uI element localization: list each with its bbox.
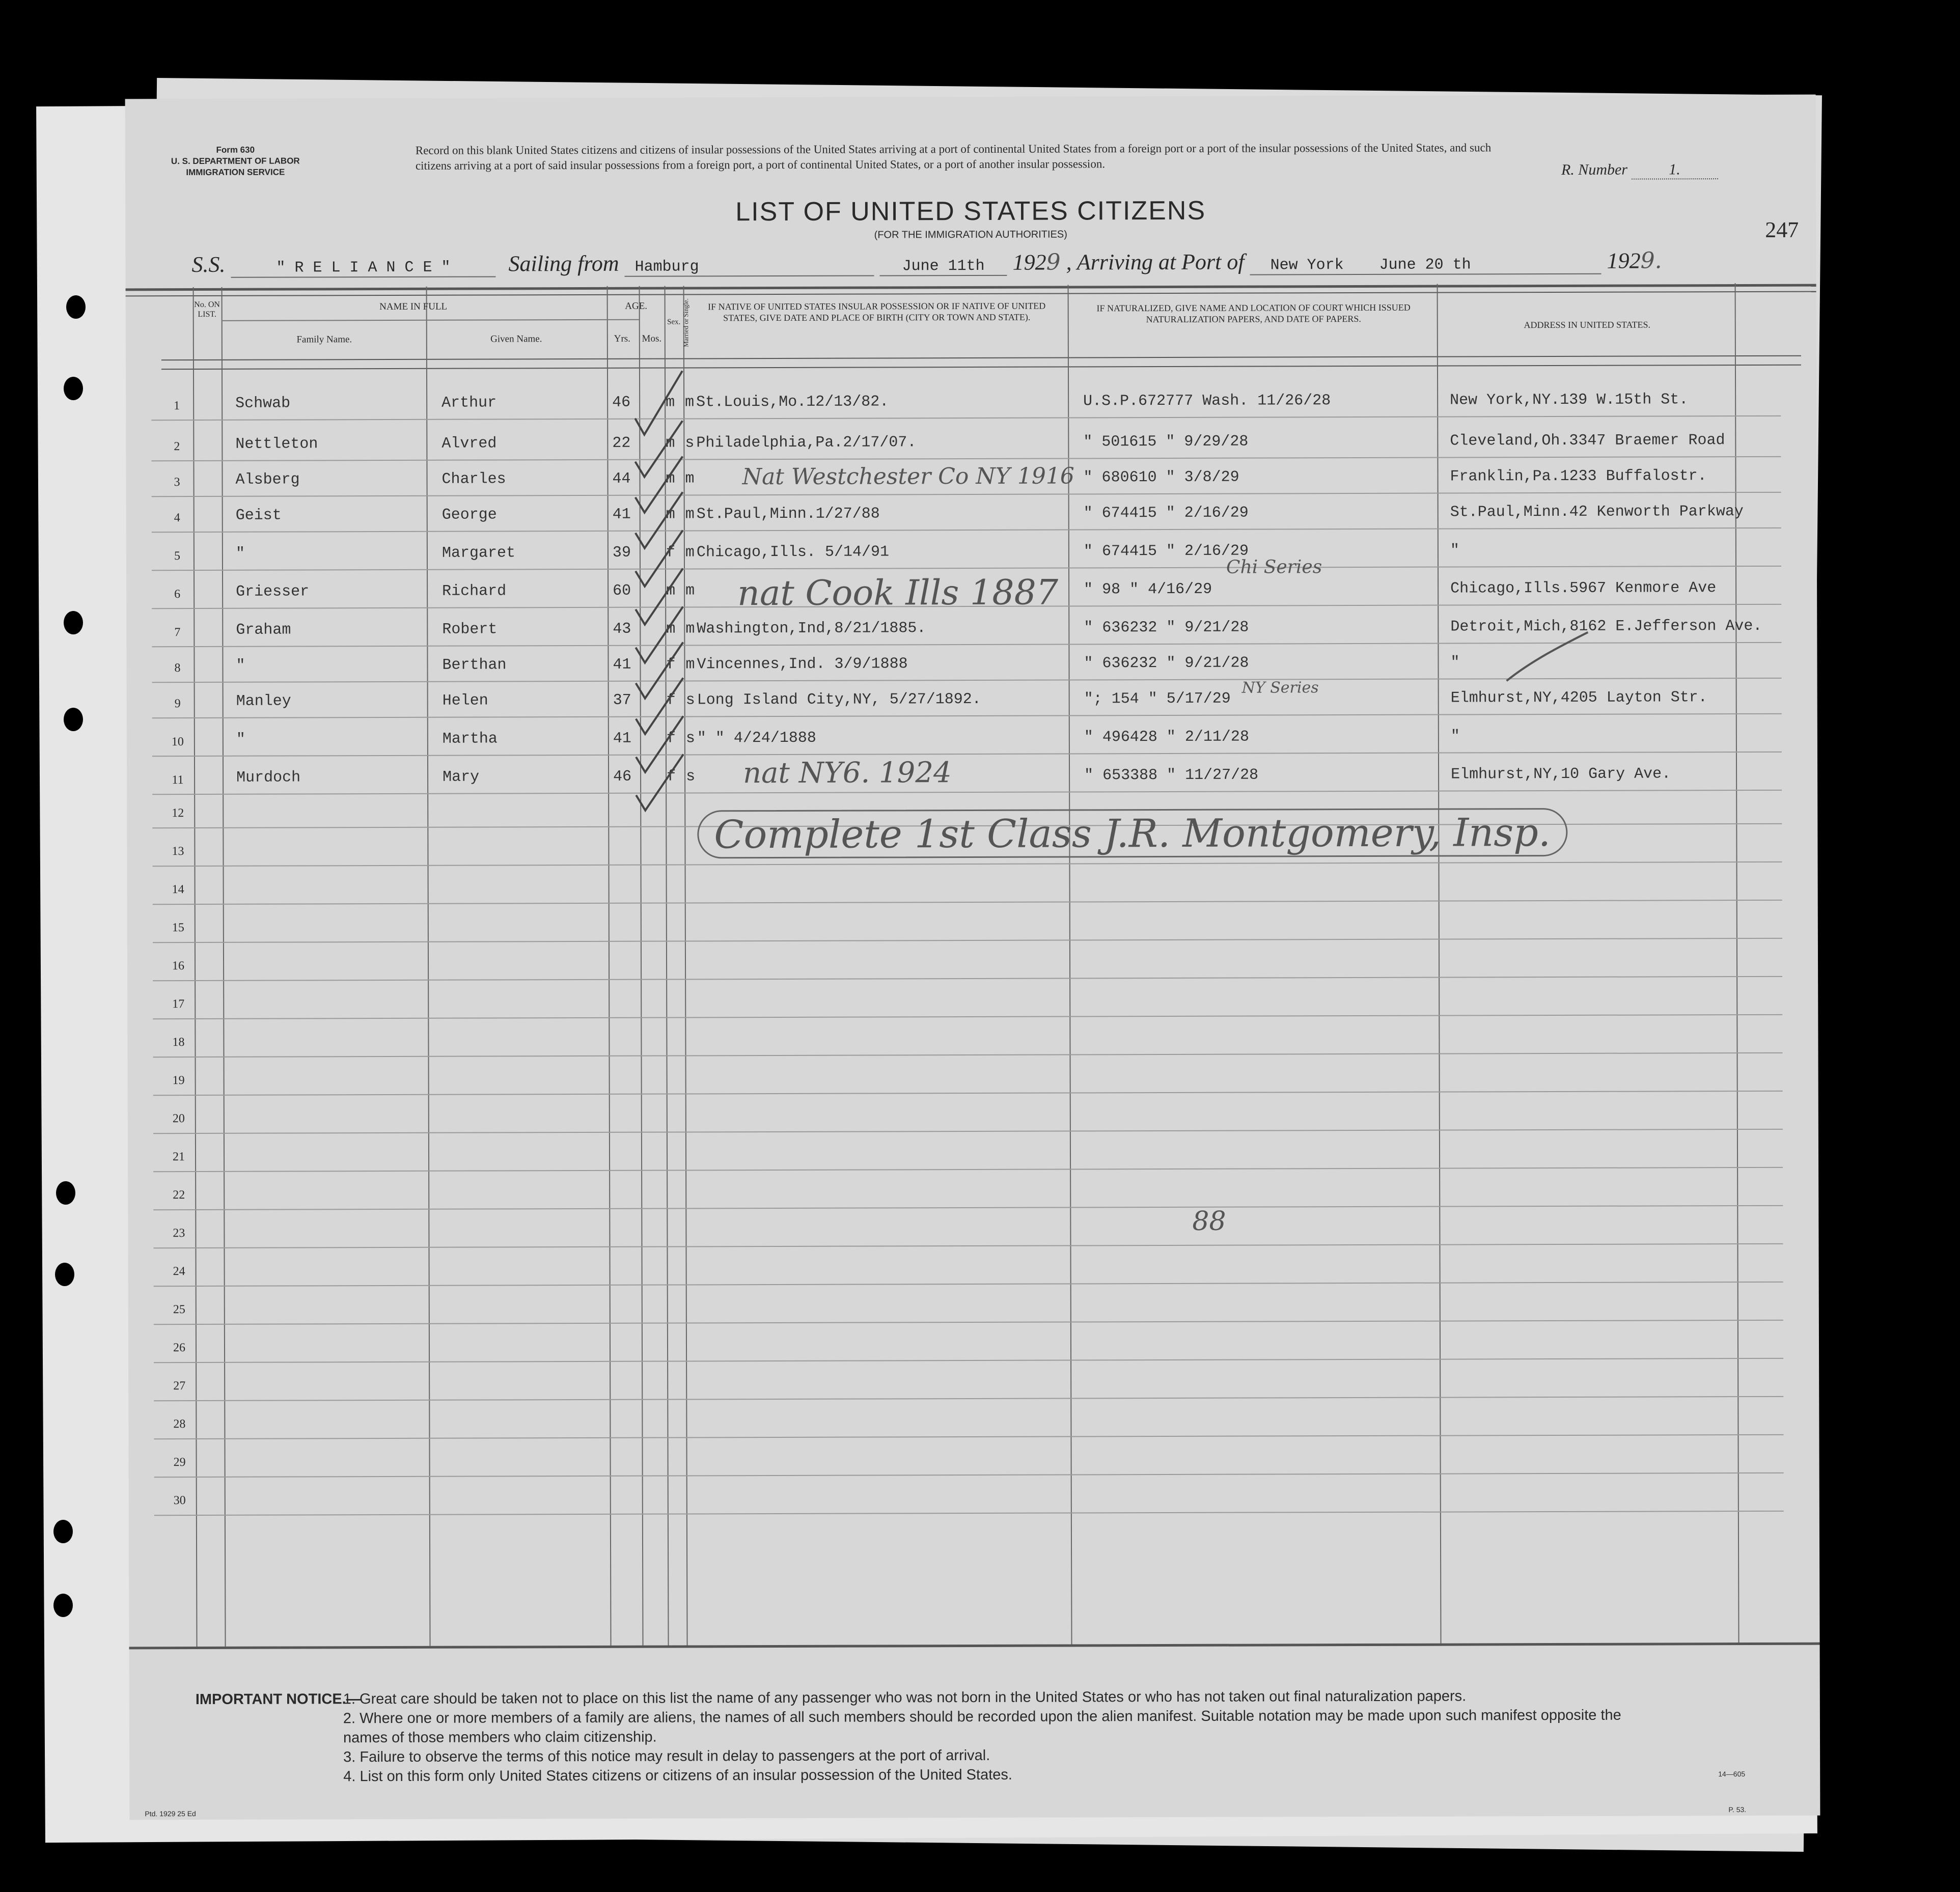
- age-years: 46: [613, 768, 632, 786]
- punch-hole: [53, 1520, 73, 1543]
- given-name: George: [441, 506, 497, 524]
- address: Elmhurst,NY,10 Gary Ave.: [1451, 765, 1671, 784]
- sex: f: [667, 768, 676, 786]
- naturalization-info: " 496428 " 2/11/28: [1084, 728, 1249, 746]
- row-line: [153, 900, 1782, 905]
- birth-info: St.Paul,Minn.1/27/88: [696, 505, 880, 523]
- row-line: [153, 1205, 1783, 1210]
- family-name: Schwab: [235, 395, 291, 412]
- address: ": [1450, 728, 1460, 745]
- marital-status: m: [685, 394, 695, 411]
- page-number: 247: [1765, 217, 1799, 242]
- col-native: IF NATIVE OF UNITED STATES INSULAR POSSESSION OR IF NATIVE OF UNITED STATES, GIVE DATE AND PLACE OF BIRTH (CITY OR TOWN AND STATE).: [708, 300, 1046, 323]
- col-family: Family Name.: [296, 334, 352, 345]
- service: IMMIGRATION SERVICE: [186, 167, 285, 178]
- header-bottom-rule-thin: [161, 365, 1801, 370]
- row-number: 22: [173, 1188, 185, 1202]
- family-name: Alsberg: [235, 471, 300, 489]
- marital-status: m: [685, 470, 695, 488]
- column-divider: [426, 287, 431, 1646]
- birth-info: " " 4/24/1888: [697, 729, 816, 747]
- given-name: Richard: [442, 582, 507, 600]
- notice-item-2: 2. Where one or more members of a family are aliens, the names of all such members should be recorded upon the alien manifest. Suitable notation may be made upon such manifest opposite the names of those members who claim citizenship.: [343, 1707, 1621, 1746]
- column-divider: [222, 287, 226, 1647]
- col-sex: Sex.: [667, 318, 681, 326]
- address: New York,NY.139 W.15th St.: [1450, 391, 1689, 409]
- table-bottom-rule: [129, 1643, 1820, 1650]
- row-number: 15: [172, 921, 184, 935]
- col-address: ADDRESS IN UNITED STATES.: [1524, 319, 1651, 330]
- row-number: 16: [172, 959, 185, 973]
- departure-year: 9: [1046, 249, 1061, 275]
- marital-status: m: [685, 582, 695, 600]
- row-number: 30: [173, 1494, 186, 1508]
- row-line: [154, 1511, 1784, 1516]
- family-name: ": [236, 657, 245, 675]
- check-mark: [635, 371, 682, 434]
- ship-name: " R E L I A N C E ": [231, 259, 495, 277]
- r-number-label: R. Number: [1561, 161, 1627, 178]
- naturalization-info: " 636232 " 9/21/28: [1084, 619, 1249, 637]
- marital-status: m: [685, 656, 695, 674]
- row-number: 3: [174, 476, 180, 489]
- departure-year-prefix: 192: [1012, 249, 1046, 275]
- age-years: 43: [613, 620, 631, 638]
- sex: m: [666, 506, 675, 523]
- row-number: 17: [172, 997, 185, 1011]
- punch-hole: [64, 611, 83, 634]
- family-name: Manley: [236, 692, 291, 710]
- punch-hole: [56, 1181, 75, 1205]
- handwritten-court-row6: Chi Series: [1226, 557, 1322, 578]
- family-name: Nettleton: [235, 435, 318, 453]
- row-number: 5: [174, 549, 180, 563]
- address: Detroit,Mich,8162 E.Jefferson Ave.: [1450, 617, 1762, 636]
- family-name: Geist: [235, 507, 282, 524]
- given-name: Margaret: [441, 544, 515, 562]
- form-id: [171, 144, 300, 178]
- sailing-line: [191, 247, 1662, 278]
- name-subrule: [222, 319, 639, 321]
- row-line: [153, 976, 1782, 981]
- row-number: 25: [173, 1303, 185, 1317]
- arriving-label: , Arriving at Port of: [1066, 249, 1245, 275]
- check-marks: [604, 367, 779, 887]
- row-line: [153, 1014, 1782, 1019]
- family-name: ": [235, 545, 245, 563]
- ss-label: S.S.: [191, 252, 226, 277]
- punch-hole: [53, 1594, 73, 1617]
- column-divider: [1735, 283, 1740, 1643]
- row-number: 20: [172, 1112, 185, 1126]
- given-name: Mary: [443, 768, 480, 786]
- given-name: Martha: [442, 730, 498, 748]
- marital-status: s: [685, 730, 695, 747]
- address: Elmhurst,NY,4205 Layton Str.: [1450, 689, 1707, 707]
- sex: f: [666, 544, 675, 562]
- family-name: Griesser: [236, 583, 310, 601]
- age-years: 41: [613, 656, 631, 674]
- row-number: 14: [172, 883, 184, 897]
- row-number: 9: [174, 697, 181, 711]
- address: St.Paul,Minn.42 Kenworth Parkway: [1450, 503, 1744, 521]
- intro-text: Record on this blank United States citizens and citizens of insular possessions of the United States arriving at a port of continental United States from a foreign port or a port of the insular possessions of the United States, and such citizens arriving at a port of said insular possessions from a foreign port, a port of continental United States, or a port of another insular possession.: [415, 141, 1492, 172]
- age-years: 60: [613, 582, 631, 600]
- arrival-port: New York: [1270, 257, 1344, 274]
- sailing-from-label: Sailing from: [508, 251, 619, 276]
- handwritten-birth-row6: nat Cook Ills 1887: [737, 572, 1059, 614]
- row-number: 8: [174, 661, 181, 675]
- sex: m: [666, 394, 675, 411]
- address: Franklin,Pa.1233 Buffalostr.: [1450, 467, 1707, 486]
- departure-port: Hamburg: [625, 258, 874, 277]
- address: ": [1450, 654, 1460, 672]
- col-name-in-full: NAME IN FULL: [379, 301, 448, 313]
- row-line: [152, 492, 1781, 497]
- row-line: [154, 1396, 1783, 1401]
- naturalization-info: " 636232 " 9/21/28: [1084, 654, 1249, 673]
- form-code: 14—605: [1718, 1770, 1746, 1778]
- arrival-year: 9.: [1640, 247, 1662, 274]
- naturalization-info: " 501615 " 9/29/28: [1083, 433, 1249, 451]
- marital-status: s: [685, 691, 695, 709]
- row-line: [154, 1282, 1783, 1287]
- notice-heading: IMPORTANT NOTICE.—: [195, 1691, 361, 1708]
- row-line: [153, 1243, 1783, 1248]
- punch-hole: [64, 708, 83, 731]
- naturalization-info: U.S.P.672777 Wash. 11/26/28: [1083, 392, 1331, 410]
- r-number-value: 1.: [1631, 161, 1718, 179]
- row-line: [154, 1320, 1783, 1325]
- naturalization-info: " 674415 " 2/16/29: [1083, 504, 1249, 522]
- row-line: [153, 938, 1782, 943]
- inspector-signature: Complete 1st Class J.R. Montgomery, Insp.: [697, 808, 1567, 858]
- handwritten-mark: 88: [1192, 1206, 1226, 1237]
- row-number: 28: [173, 1417, 186, 1431]
- row-number: 23: [173, 1227, 185, 1240]
- row-line: [153, 1091, 1783, 1096]
- punch-hole: [66, 295, 86, 319]
- row-number: 13: [172, 845, 184, 858]
- row-number: 19: [172, 1074, 185, 1088]
- notice-item-4: 4. List on this form only United States citizens or citizens of an insular possession of the United States.: [343, 1766, 1012, 1785]
- punch-hole: [55, 1263, 74, 1286]
- row-line: [153, 1167, 1783, 1172]
- family-name: ": [236, 731, 245, 748]
- column-divider: [1437, 284, 1442, 1644]
- marital-status: m: [685, 506, 695, 523]
- sex: m: [666, 620, 676, 638]
- col-age: AGE.: [625, 300, 648, 312]
- departure-date: June 11th: [880, 258, 1007, 276]
- age-years: 37: [613, 691, 631, 709]
- col-mos: Mos.: [642, 333, 662, 344]
- notice-item-1: 1. Great care should be taken not to place on this list the name of any passenger who was not born in the United States or who has not taken out final naturalization papers.: [343, 1688, 1467, 1708]
- row-number: 21: [172, 1150, 185, 1164]
- page-subtitle: (FOR THE IMMIGRATION AUTHORITIES): [874, 229, 1067, 241]
- row-number: 2: [174, 440, 180, 454]
- given-name: Alvred: [441, 435, 497, 453]
- col-married: Married or Single.: [682, 298, 690, 347]
- marital-status: s: [685, 434, 695, 452]
- naturalization-info: " 98 " 4/16/29: [1084, 580, 1212, 599]
- row-line: [152, 527, 1781, 533]
- r-number: [1561, 161, 1718, 180]
- birth-info: Chicago,Ills. 5/14/91: [696, 543, 890, 562]
- row-line: [152, 713, 1782, 718]
- address: Chicago,Ills.5967 Kenmore Ave: [1450, 579, 1717, 598]
- row-number: 27: [173, 1379, 186, 1393]
- row-line: [154, 1434, 1783, 1439]
- birth-info: Washington,Ind,8/21/1885.: [697, 620, 926, 638]
- sex: m: [666, 434, 675, 452]
- sex: f: [666, 691, 676, 709]
- row-number: 12: [172, 806, 184, 820]
- page-title: LIST OF UNITED STATES CITIZENS: [735, 196, 1206, 227]
- birth-info: St.Louis,Mo.12/13/82.: [696, 393, 889, 411]
- marital-status: m: [685, 544, 695, 562]
- arrival-info: [1250, 256, 1602, 275]
- row-number: 18: [172, 1036, 185, 1049]
- sex: f: [666, 730, 676, 747]
- row-line: [153, 1129, 1783, 1134]
- arrival-year-prefix: 192: [1607, 248, 1641, 273]
- marital-status: s: [686, 768, 696, 786]
- header-top-rule: [126, 284, 1816, 291]
- given-name: Charles: [441, 470, 506, 488]
- pen-stroke: [1501, 625, 1593, 686]
- col-naturalized: IF NATURALIZED, GIVE NAME AND LOCATION OF COURT WHICH ISSUED NATURALIZATION PAPERS, AND DATE OF PAPERS.: [1096, 302, 1411, 325]
- row-line: [151, 456, 1781, 461]
- header-bottom-rule: [161, 355, 1801, 360]
- row-line: [152, 752, 1782, 757]
- row-number: 29: [173, 1456, 186, 1469]
- birth-info: Vincennes,Ind. 3/9/1888: [697, 655, 908, 674]
- arrival-date: June 20 th: [1379, 256, 1471, 274]
- naturalization-info: " 674415 " 2/16/29: [1083, 542, 1249, 561]
- punch-hole: [64, 377, 83, 400]
- given-name: Berthan: [442, 656, 507, 674]
- row-number: 1: [174, 399, 180, 413]
- age-years: 39: [612, 544, 631, 562]
- age-years: 46: [612, 394, 631, 411]
- header-top-rule-thin: [126, 291, 1816, 297]
- col-given: Given Name.: [490, 333, 542, 345]
- birth-info: Philadelphia,Pa.2/17/07.: [696, 434, 917, 452]
- department: U. S. DEPARTMENT OF LABOR: [171, 156, 300, 166]
- check-mark: [636, 754, 683, 810]
- family-name: Graham: [236, 621, 291, 639]
- sex: m: [666, 470, 675, 488]
- sex: f: [666, 656, 676, 674]
- marital-status: m: [685, 620, 695, 638]
- row-number: 11: [172, 773, 184, 787]
- handwritten-birth-row3: Nat Westchester Co NY 1916: [742, 463, 1074, 490]
- age-years: 41: [613, 730, 631, 747]
- page-code: P. 53.: [1728, 1805, 1747, 1814]
- important-notice: [196, 1689, 361, 1709]
- naturalization-info: "; 154 " 5/17/29: [1084, 690, 1231, 708]
- address: ": [1450, 542, 1459, 560]
- row-line: [152, 566, 1781, 571]
- row-line: [154, 1472, 1784, 1478]
- sex: m: [666, 582, 676, 600]
- age-years: 41: [612, 506, 631, 523]
- row-number: 10: [171, 735, 184, 749]
- row-number: 26: [173, 1341, 186, 1355]
- age-years: 22: [612, 434, 631, 452]
- family-name: Murdoch: [236, 769, 301, 787]
- given-name: Arthur: [441, 394, 497, 412]
- form-number: Form 630: [216, 145, 255, 155]
- given-name: Robert: [442, 621, 498, 638]
- row-number: 4: [174, 511, 180, 525]
- manifest-sheet: [125, 95, 1820, 1820]
- row-line: [153, 1052, 1783, 1058]
- handwritten-birth-row11: nat NY6. 1924: [742, 756, 952, 790]
- naturalization-info: " 680610 " 3/8/29: [1083, 468, 1239, 487]
- handwritten-court-row9: NY Series: [1241, 679, 1319, 697]
- row-number: 24: [173, 1265, 185, 1278]
- row-line: [154, 1358, 1783, 1363]
- row-number: 7: [174, 626, 181, 639]
- col-no: No. ON LIST.: [194, 300, 220, 319]
- row-number: 6: [174, 588, 181, 601]
- row-line: [153, 861, 1782, 867]
- birth-info: Long Island City,NY, 5/27/1892.: [697, 690, 981, 709]
- age-years: 44: [612, 470, 631, 488]
- print-code: Ptd. 1929 25 Ed: [145, 1809, 196, 1818]
- col-yrs: Yrs.: [614, 333, 630, 344]
- given-name: Helen: [442, 692, 488, 710]
- row-line: [152, 790, 1782, 795]
- row-line: [151, 415, 1781, 421]
- address: Cleveland,Oh.3347 Braemer Road: [1450, 432, 1725, 450]
- naturalization-info: " 653388 " 11/27/28: [1084, 766, 1259, 785]
- notice-item-3: 3. Failure to observe the terms of this notice may result in delay to passengers at the port of arrival.: [343, 1747, 990, 1766]
